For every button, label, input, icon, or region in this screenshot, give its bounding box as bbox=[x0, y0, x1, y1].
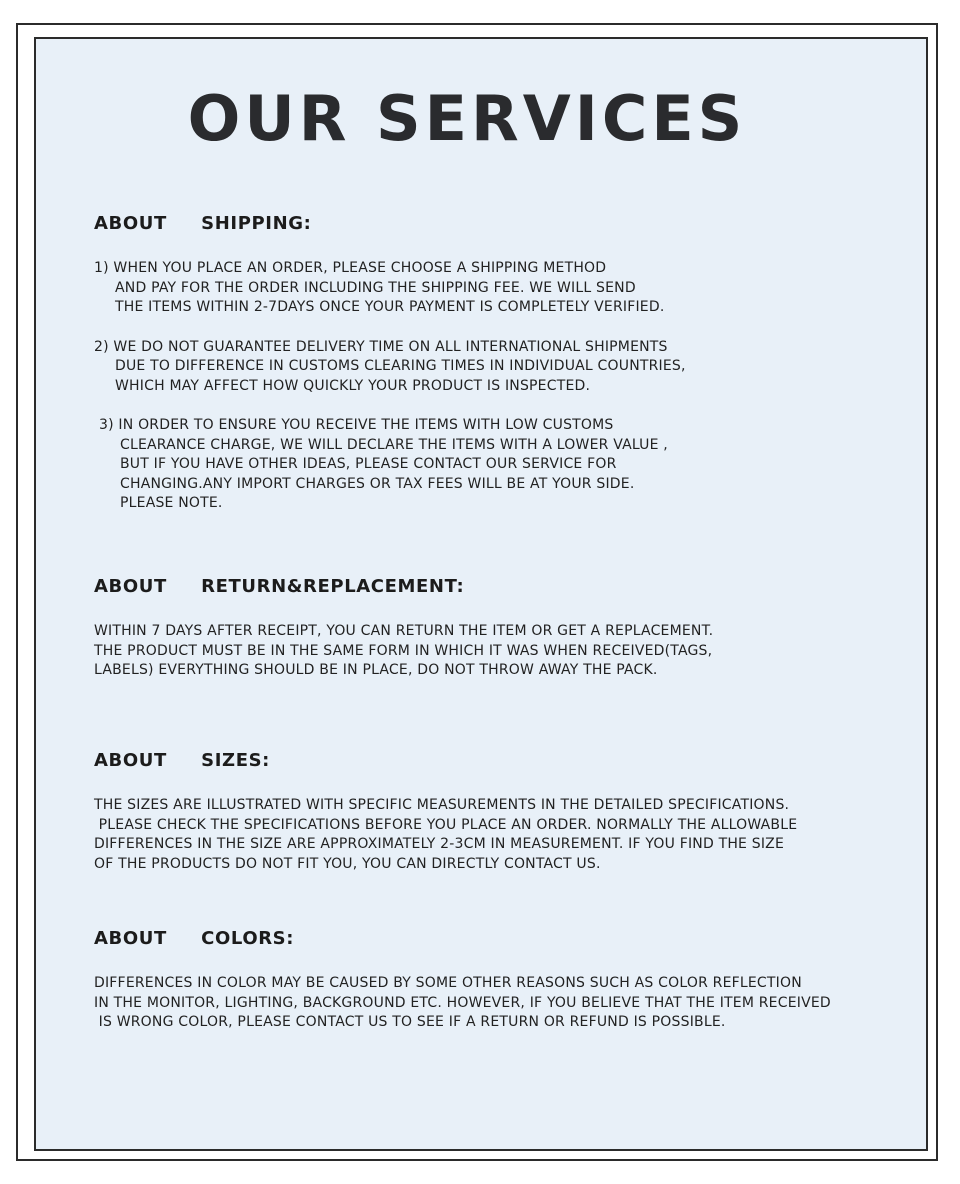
sizes-line: THE SIZES ARE ILLUSTRATED WITH SPECIFIC MEASUREMENTS IN THE DETAILED SPECIFICATIONS. bbox=[94, 797, 790, 813]
shipping-item1-line: AND PAY FOR THE ORDER INCLUDING THE SHIPPING FEE. WE WILL SEND bbox=[115, 280, 636, 296]
colors-heading: ABOUT COLORS: bbox=[94, 928, 295, 949]
shipping-item1-line: THE ITEMS WITHIN 2-7DAYS ONCE YOUR PAYMENT IS COMPLETELY VERIFIED. bbox=[115, 299, 665, 315]
shipping-item3-line: CHANGING.ANY IMPORT CHARGES OR TAX FEES WILL BE AT YOUR SIDE. bbox=[120, 476, 635, 492]
shipping-item2-line: 2) WE DO NOT GUARANTEE DELIVERY TIME ON ALL INTERNATIONAL SHIPMENTS bbox=[94, 339, 668, 355]
shipping-item1-line: 1) WHEN YOU PLACE AN ORDER, PLEASE CHOOSE A SHIPPING METHOD bbox=[94, 260, 607, 276]
shipping-item3-line: 3) IN ORDER TO ENSURE YOU RECEIVE THE ITEMS WITH LOW CUSTOMS bbox=[99, 417, 614, 433]
sizes-heading: ABOUT SIZES: bbox=[94, 750, 270, 771]
shipping-item3-line: PLEASE NOTE. bbox=[120, 495, 223, 511]
colors-line: DIFFERENCES IN COLOR MAY BE CAUSED BY SOME OTHER REASONS SUCH AS COLOR REFLECTION bbox=[94, 975, 802, 991]
returns-line: LABELS) EVERYTHING SHOULD BE IN PLACE, DO NOT THROW AWAY THE PACK. bbox=[94, 662, 658, 678]
shipping-item3-line: BUT IF YOU HAVE OTHER IDEAS, PLEASE CONTACT OUR SERVICE FOR bbox=[120, 456, 617, 472]
returns-line: THE PRODUCT MUST BE IN THE SAME FORM IN WHICH IT WAS WHEN RECEIVED(TAGS, bbox=[94, 643, 713, 659]
colors-line: IS WRONG COLOR, PLEASE CONTACT US TO SEE IF A RETURN OR REFUND IS POSSIBLE. bbox=[94, 1014, 726, 1030]
shipping-item2-line: WHICH MAY AFFECT HOW QUICKLY YOUR PRODUCT IS INSPECTED. bbox=[115, 378, 591, 394]
shipping-item2-line: DUE TO DIFFERENCE IN CUSTOMS CLEARING TIMES IN INDIVIDUAL COUNTRIES, bbox=[115, 358, 686, 374]
shipping-heading: ABOUT SHIPPING: bbox=[94, 213, 312, 234]
colors-line: IN THE MONITOR, LIGHTING, BACKGROUND ETC. HOWEVER, IF YOU BELIEVE THAT THE ITEM RECEIVED bbox=[94, 995, 831, 1011]
returns-line: WITHIN 7 DAYS AFTER RECEIPT, YOU CAN RETURN THE ITEM OR GET A REPLACEMENT. bbox=[94, 623, 714, 639]
sizes-line: PLEASE CHECK THE SPECIFICATIONS BEFORE YOU PLACE AN ORDER. NORMALLY THE ALLOWABLE bbox=[94, 817, 798, 833]
returns-heading: ABOUT RETURN&REPLACEMENT: bbox=[94, 576, 465, 597]
page-title: OUR SERVICES bbox=[187, 82, 747, 155]
sizes-line: OF THE PRODUCTS DO NOT FIT YOU, YOU CAN DIRECTLY CONTACT US. bbox=[94, 856, 601, 872]
shipping-item3-line: CLEARANCE CHARGE, WE WILL DECLARE THE ITEMS WITH A LOWER VALUE , bbox=[120, 437, 668, 453]
sizes-line: DIFFERENCES IN THE SIZE ARE APPROXIMATELY 2-3CM IN MEASUREMENT. IF YOU FIND THE SIZE bbox=[94, 836, 785, 852]
